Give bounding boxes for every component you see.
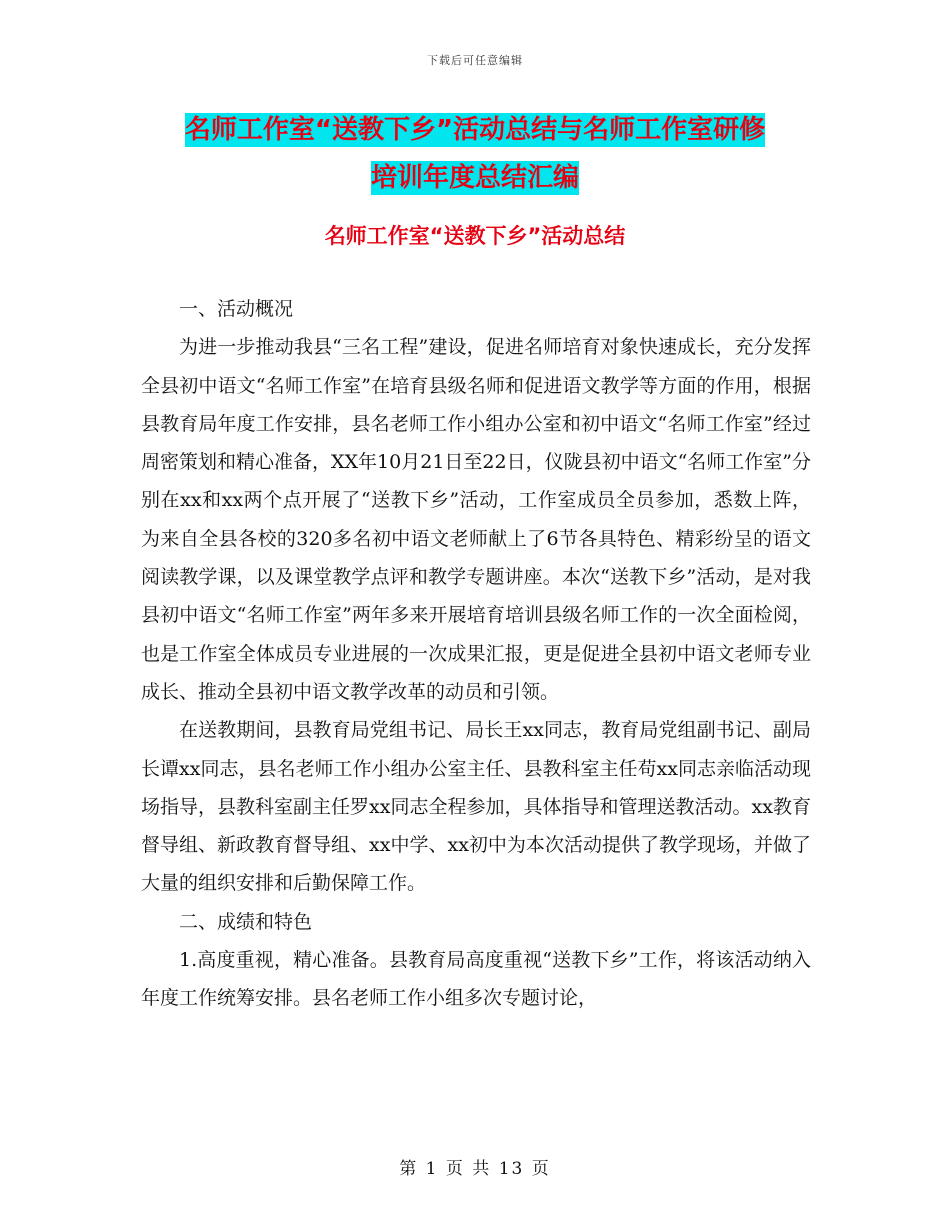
section-title: 名师工作室“送教下乡”活动总结	[324, 224, 626, 248]
heading-achievements: 二、成绩和特色	[179, 910, 313, 933]
heading-activity-overview: 一、活动概况	[179, 298, 294, 320]
document-body	[141, 290, 811, 1018]
paragraph-leadership: 在送教期间，县教育局党组书记、局长王xx同志，教育局党组副书记、副局长谭xx同志，县名老师工作小组办公室主任、县教科室主任苟xx同志亲临活动现场指导，县教科室副主任罗xx同志全程参加，具体指导和管理送教活动。xx教育督导组、新政教育督导组、xx中学、xx初中为本次活动提供了教学现场，并做了大量的组织安排和后勤保障工作。	[141, 719, 811, 895]
paragraph-achievement-1: 1.高度重视，精心准备。县教育局高度重视“送教下乡”工作，将该活动纳入年度工作统筹安排。县名老师工作小组多次专题讨论，	[141, 949, 811, 1010]
document-title-line-1: 名师工作室“送教下乡”活动总结与名师工作室研修	[184, 115, 766, 145]
paragraph-overview: 为进一步推动我县“三名工程”建设，促进名师培育对象快速成长，充分发挥全县初中语文“名师工作室”在培育县级名师和促进语文教学等方面的作用，根据县教育局年度工作安排，县名老师工作小组办公室和初中语文“名师工作室”经过周密策划和精心准备，XX年10月21日至22日，仪陇县初中语文“名师工作室”分别在xx和xx两个点开展了“送教下乡”活动，工作室成员全员参加，悉数上阵，为来自全县各校的320多名初中语文老师献上了6节各具特色、精彩纷呈的语文阅读教学课，以及课堂教学点评和教学专题讲座。本次“送教下乡”活动，是对我县初中语文“名师工作室”两年多来开展培育培训县级名师工作的一次全面检阅，也是工作室全体成员专业进展的一次成果汇报，更是促进全县初中语文老师专业成长、推动全县初中语文教学改革的动员和引领。	[141, 336, 812, 703]
page-number: 第 1 页 共 13 页	[399, 1159, 551, 1179]
document-title	[0, 106, 950, 202]
document-title-line-2: 培训年度总结汇编	[370, 163, 579, 193]
page-header-note: 下载后可任意编辑	[427, 54, 523, 67]
